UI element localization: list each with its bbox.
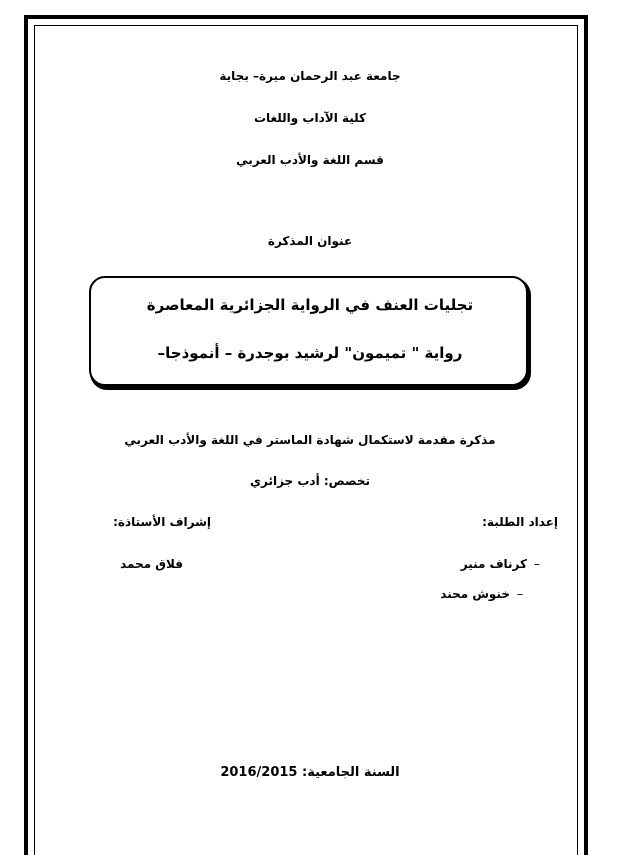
list-bullet: – xyxy=(534,557,540,571)
university-name: جامعة عبد الرحمان ميرة– بجاية xyxy=(219,69,401,83)
list-bullet: – xyxy=(517,587,523,601)
department-name: قسم اللغة والأدب العربي xyxy=(236,153,384,167)
specialization: تخصص: أدب جزائري xyxy=(249,474,371,488)
student-name: خنوش محند xyxy=(440,587,510,601)
supervisor-name: فلاق محمد xyxy=(120,557,183,571)
academic-year: السنة الجامعية: 2016/2015 xyxy=(220,765,400,780)
student-name: كرناف منير xyxy=(460,557,527,571)
title-box xyxy=(89,276,528,386)
supervisor-label: إشراف الأستاذة: xyxy=(113,515,211,529)
thesis-title-label: عنوان المذكرة xyxy=(267,234,353,248)
thesis-title: تجليات العنف في الرواية الجزائرية المعاصرة xyxy=(146,296,474,314)
thesis-purpose: مذكرة مقدمة لاستكمال شهادة الماستر في اللغة والأدب العربي xyxy=(124,433,496,447)
thesis-subtitle: رواية " تميمون" لرشيد بوجدرة – أنموذجا– xyxy=(157,344,463,362)
faculty-name: كلية الآداب واللغات xyxy=(253,111,367,125)
students-label: إعداد الطلبة: xyxy=(482,515,558,529)
